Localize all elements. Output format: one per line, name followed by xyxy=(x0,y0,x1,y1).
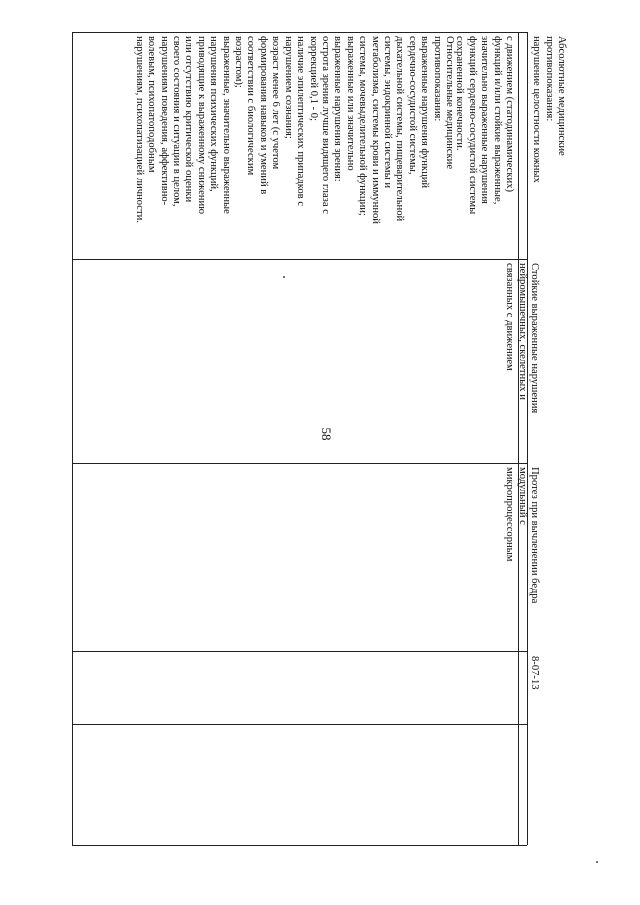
contraindications-continuation: с движением (статодинамических) функций и/или стойкие выраженные, значительно выраженные нарушения функций сердечно-сосудистой системы сохраненной конечности. xyxy=(454,36,515,215)
cell-product-name: Протез при вычленении бедра модульный с микропроцессорным xyxy=(504,467,540,604)
table-top-border xyxy=(72,32,527,33)
column-divider-number xyxy=(72,724,527,725)
column-divider-indications xyxy=(72,259,527,260)
relative-contraindications-block: Относительные медицинские противопоказания: выраженные нарушения функций сердечно-сосудистой системы, дыхательной системы, пищеварительной системы, эндокринной системы и метаболизма, системы крови и иммунной системы, мочевыделительной функции; выраженные или значительно выраженные нарушения зрения: острота зрения лучше видящего глаза с коррекцией 0,1 - 0; наличие эпилептических припадков с нарушением сознания; возраст менее 6 лет (с учетом формирования навыков и умений в соответствии с биологическим возрастом); выраженные, значительно выраженные нарушения психических функций, приводящие к выраженному снижению или отсутствию критической оценки своего состояния и ситуации в целом, нарушениям поведения, аффективно- волевым, психопатоподобным нарушениям, психопатизацией личности. xyxy=(133,36,455,224)
column-divider-product xyxy=(72,463,527,464)
cell-code: 8-07-13 xyxy=(529,656,540,690)
table-bottom-border xyxy=(72,845,527,846)
page-number: 58 xyxy=(319,427,334,441)
table-left-border xyxy=(72,32,73,845)
column-divider-code xyxy=(72,651,527,652)
cell-indications: Стойкие выраженные нарушения нейромышечных, скелетных и связанных с движением xyxy=(504,263,540,414)
scan-speck xyxy=(596,861,598,863)
scan-speck xyxy=(283,276,285,278)
cell-contraindications: Абсолютные медицинские противопоказания: нарушение целостности кожных xyxy=(531,36,567,183)
